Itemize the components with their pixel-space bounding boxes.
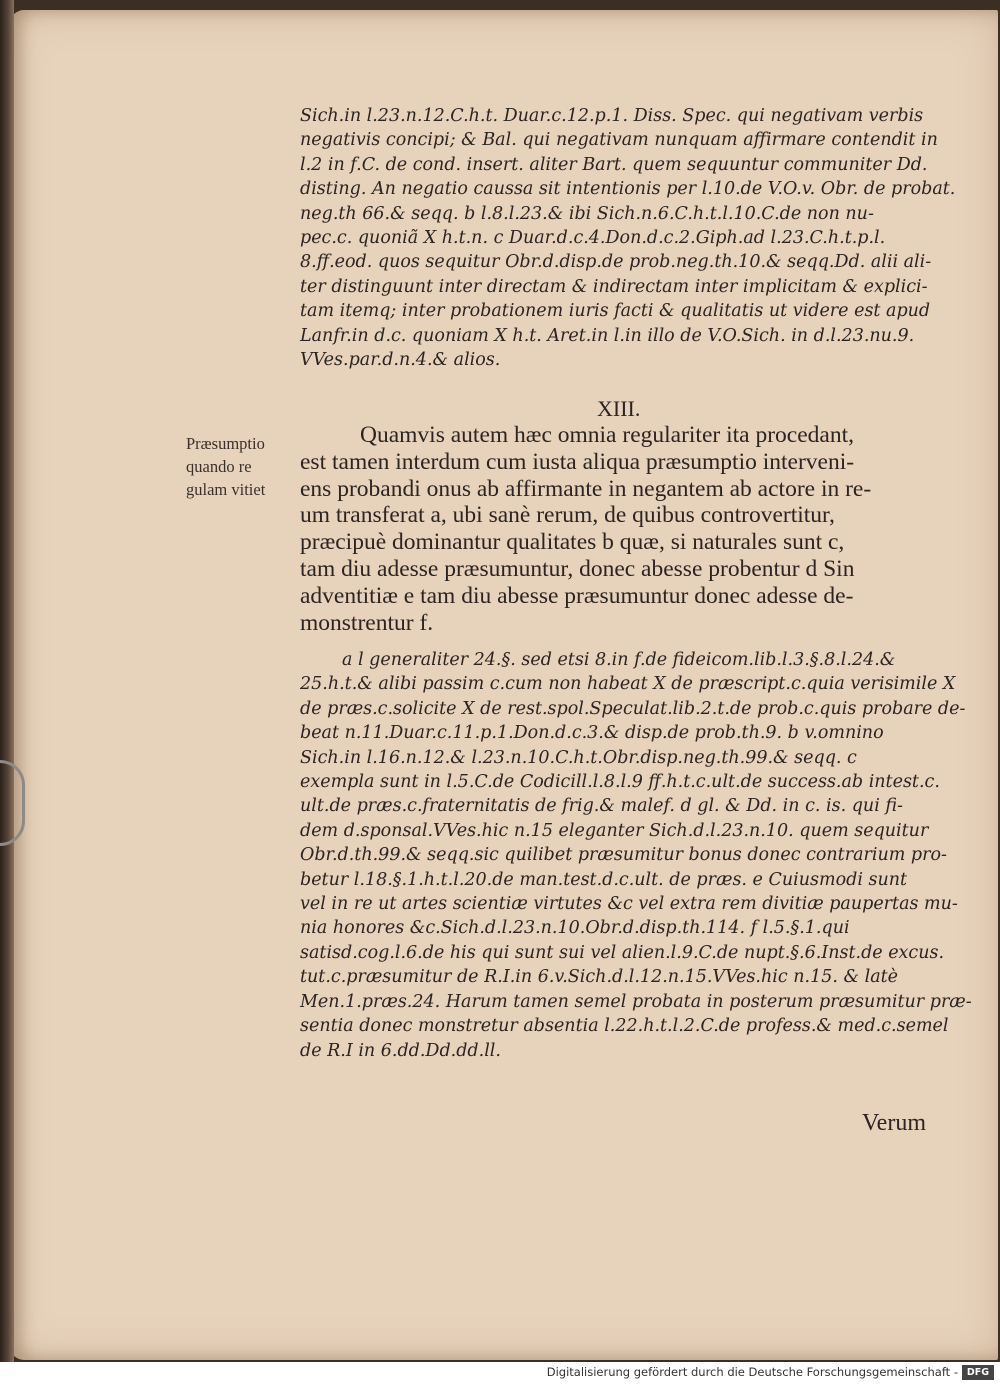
- note-line: a l generaliter 24.§. sed etsi 8.in f.de fideicom.lib.l.3.§.8.l.24.&: [342, 650, 896, 670]
- ribbon-clip: [0, 760, 25, 846]
- note-line: dem d.sponsal.VVes.hic n.15 eleganter Sich.d.l.23.n.10. quem sequitur: [300, 820, 929, 841]
- note-line: nia honores &c.Sich.d.l.23.n.10.Obr.d.disp.th.114. f l.5.§.1.qui: [300, 918, 850, 939]
- section-number: XIII.: [597, 396, 641, 421]
- note-line: pec.c. quoniã X h.t.n. c Duar.d.c.4.Don.d.c.2.Giph.ad l.23.C.h.t.p.l.: [300, 228, 886, 249]
- notes-bottom: [300, 648, 972, 1063]
- body-line: um transferat a, ubi sanè rerum, de quibus controvertitur,: [300, 502, 835, 529]
- note-line: Lanfr.in d.c. quoniam X h.t. Aret.in l.in illo de V.O.Sich. in d.l.23.nu.9.: [300, 325, 915, 346]
- note-line: neg.th 66.& seqq. b l.8.l.23.& ibi Sich.n.6.C.h.t.l.10.C.de non nu-: [300, 203, 874, 224]
- margin-note: [186, 432, 265, 501]
- note-line: ult.de præs.c.fraternitatis de frig.& malef. d gl. & Dd. in c. is. qui fi-: [300, 796, 903, 817]
- note-line: 8.ff.eod. quos sequitur Obr.d.disp.de prob.neg.th.10.& seqq.Dd. alii ali-: [300, 252, 932, 273]
- note-line: Sich.in l.23.n.12.C.h.t. Duar.c.12.p.1. Diss. Spec. qui negativam verbis: [300, 106, 924, 126]
- note-line: betur l.18.§.1.h.t.l.20.de man.test.d.c.ult. de præs. e Cuiusmodi sunt: [300, 869, 908, 890]
- footer-credit: Digitalisierung gefördert durch die Deutsche Forschungsgemeinschaft -: [546, 1365, 958, 1379]
- book-spine: [0, 0, 14, 1362]
- note-line: ter distinguunt inter directam & indirectam inter implicitam & explici-: [300, 276, 928, 297]
- note-line: Obr.d.th.99.& seqq.sic quilibet præsumitur bonus donec contrarium pro-: [300, 845, 947, 866]
- body-line: est tamen interdum cum iusta aliqua præsumptio interveni-: [300, 448, 855, 475]
- body-line: monstrentur f.: [300, 609, 434, 636]
- body-line: adventitiæ e tam diu abesse præsumuntur donec adesse de-: [300, 582, 854, 609]
- body-line: ens probandi onus ab affirmante in negantem ab actore in re-: [300, 475, 872, 502]
- note-line: de præs.c.solicite X de rest.spol.Speculat.lib.2.t.de prob.c.quis probare de-: [300, 698, 966, 719]
- body-line: tam diu adesse præsumuntur, donec abesse probentur d Sin: [300, 555, 855, 582]
- notes-top: [300, 104, 955, 372]
- note-line: Sich.in l.16.n.12.& l.23.n.10.C.h.t.Obr.disp.neg.th.99.& seqq. c: [300, 747, 857, 768]
- margin-note-line: quando re: [186, 457, 252, 476]
- note-line: tut.c.præsumitur de R.I.in 6.v.Sich.d.l.12.n.15.VVes.hic n.15. & latè: [300, 967, 899, 988]
- margin-note-line: Præsumptio: [186, 434, 265, 453]
- note-line: satisd.cog.l.6.de his qui sunt sui vel alien.l.9.C.de nupt.§.6.Inst.de excus.: [300, 942, 945, 963]
- note-line: negativis concipi; & Bal. qui negativam nunquam affirmare contendit in: [300, 130, 938, 151]
- dfg-logo: DFG: [962, 1365, 994, 1380]
- note-line: beat n.11.Duar.c.11.p.1.Don.d.c.3.& disp.de prob.th.9. b v.omnino: [300, 723, 884, 744]
- note-line: l.2 in f.C. de cond. insert. aliter Bart. quem sequuntur communiter Dd.: [300, 154, 928, 175]
- note-line: sentia donec monstretur absentia l.22.h.t.l.2.C.de profess.& med.c.semel: [300, 1016, 949, 1037]
- body-text: [300, 422, 871, 636]
- note-line: tam itemq; inter probationem iuris facti & qualitatis ut videre est apud: [300, 301, 931, 322]
- note-line: disting. An negatio caussa sit intentionis per l.10.de V.O.v. Obr. de probat.: [300, 179, 956, 200]
- note-line: 25.h.t.& alibi passim c.cum non habeat X de præscript.c.quia verisimile X: [300, 674, 956, 695]
- note-line: vel in re ut artes scientiæ virtutes &c vel extra rem divitiæ paupertas mu-: [300, 894, 958, 915]
- note-line: Men.1.præs.24. Harum tamen semel probata in posterum præsumitur præ-: [300, 991, 972, 1012]
- body-line: præcipuè dominantur qualitates b quæ, si naturales sunt c,: [300, 529, 845, 556]
- catchword: Verum: [862, 1110, 926, 1136]
- note-line: exempla sunt in l.5.C.de Codicill.l.8.l.9 ff.h.t.c.ult.de success.ab intest.c.: [300, 772, 940, 793]
- note-line: VVes.par.d.n.4.& alios.: [300, 350, 501, 371]
- footer-bar: [0, 1362, 1000, 1384]
- body-line: Quamvis autem hæc omnia regulariter ita procedant,: [360, 422, 854, 448]
- note-line: de R.I in 6.dd.Dd.dd.ll.: [300, 1040, 501, 1061]
- margin-note-line: gulam vitiet: [186, 480, 266, 499]
